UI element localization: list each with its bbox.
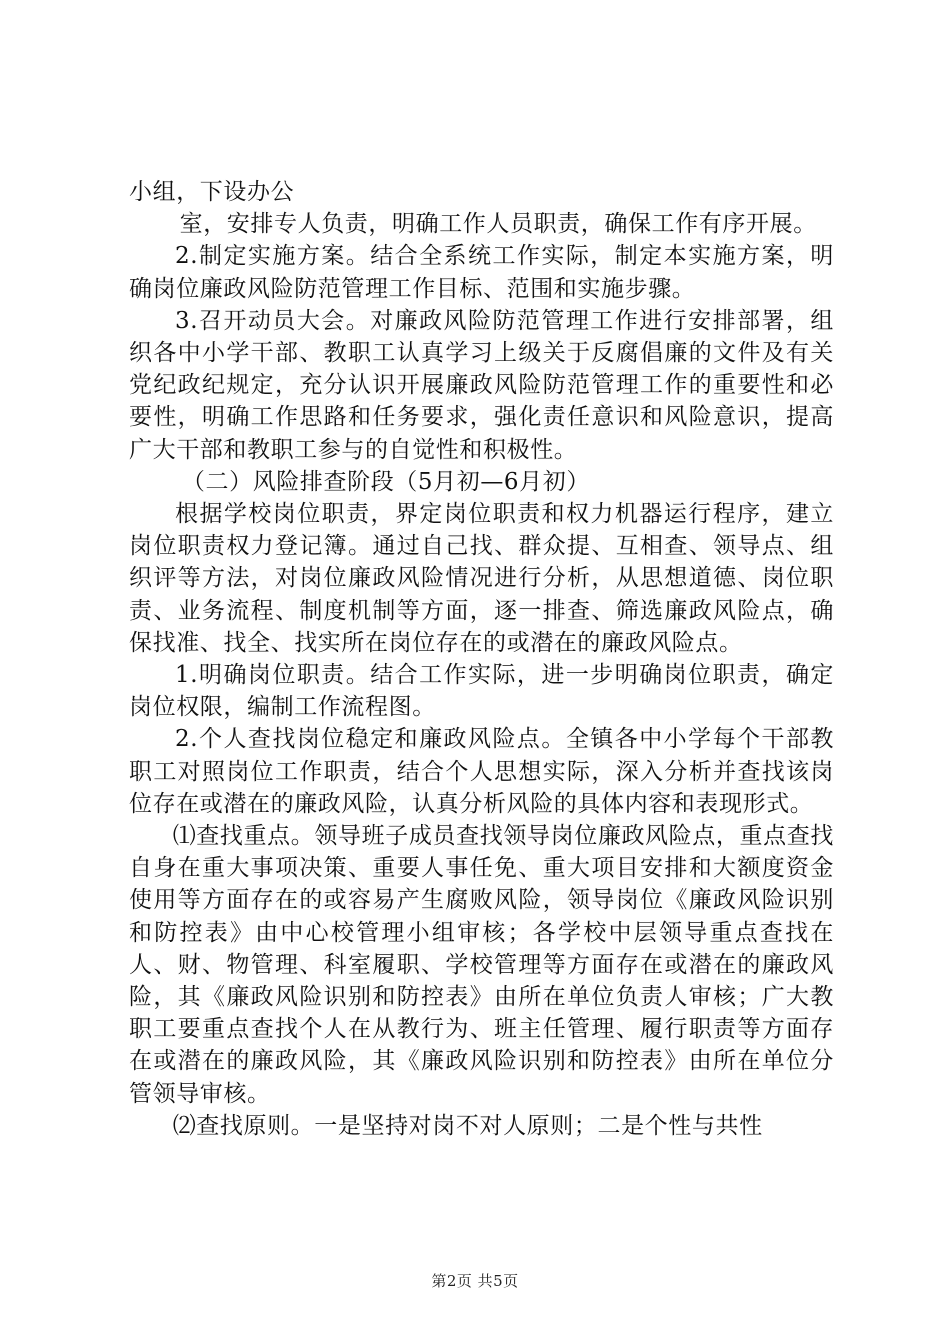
document-body xyxy=(129,176,834,1142)
paragraph-search-focus: ⑴查找重点。领导班子成员查找领导岗位廉政风险点，重点查找自身在重大事项决策、重要人事任免、重大项目安排和大额度资金使用等方面存在的或容易产生腐败风险，领导岗位《廉政风险识别和防控表》由中心校管理小组审核；各学校中层领导重点查找在人、财、物管理、科室履职、学校管理等方面存在或潜在的廉政风险，其《廉政风险识别和防控表》由所在单位负责人审核；广大教职工要重点查找个人在从教行为、班主任管理、履行职责等方面存在或潜在的廉政风险，其《廉政风险识别和防控表》由所在单位分管领导审核。 xyxy=(129,823,834,1107)
paragraph-risk-check-overview: 根据学校岗位职责，界定岗位职责和权力机器运行程序，建立岗位职责权力登记簿。通过自己找、群众提、互相查、领导点、组织评等方法，对岗位廉政风险情况进行分析，从思想道德、岗位职责、业务流程、制度机制等方面，逐一排查、筛选廉政风险点，确保找准、找全、找实所在岗位存在的或潜在的廉政风险点。 xyxy=(129,501,834,656)
page-footer: 第2页 共5页 xyxy=(431,1272,519,1290)
paragraph-implementation-plan: 2.制定实施方案。结合全系统工作实际，制定本实施方案，明确岗位廉政风险防范管理工作目标、范围和实施步骤。 xyxy=(129,243,834,302)
paragraph-mobilization-meeting: 3.召开动员大会。对廉政风险防范管理工作进行安排部署，组织各中小学干部、教职工认真学习上级关于反腐倡廉的文件及有关党纪政纪规定，充分认识开展廉政风险防范管理工作的重要性和必要性，明确工作思路和任务要求，强化责任意识和风险意识，提高广大干部和教职工参与的自觉性和积极性。 xyxy=(129,307,834,463)
paragraph-office-staff: 室，安排专人负责，明确工作人员职责，确保工作有序开展。 xyxy=(179,211,817,238)
paragraph-search-principles: ⑵查找原则。一是坚持对岗不对人原则；二是个性与共性 xyxy=(172,1112,763,1139)
paragraph-define-duties: 1.明确岗位职责。结合工作实际，进一步明确岗位职责，确定岗位权限，编制工作流程图。 xyxy=(129,662,834,721)
paragraph-personal-risk-search: 2.个人查找岗位稳定和廉政风险点。全镇各中小学每个干部教职工对照岗位工作职责，结合个人思想实际，深入分析并查找该岗位存在或潜在的廉政风险，认真分析风险的具体内容和表现形式。 xyxy=(129,726,834,817)
paragraph-group-office: 小组，下设办公 xyxy=(129,179,295,205)
section-heading-risk-check: （二）风险排查阶段（5月初—6月初） xyxy=(181,468,590,495)
